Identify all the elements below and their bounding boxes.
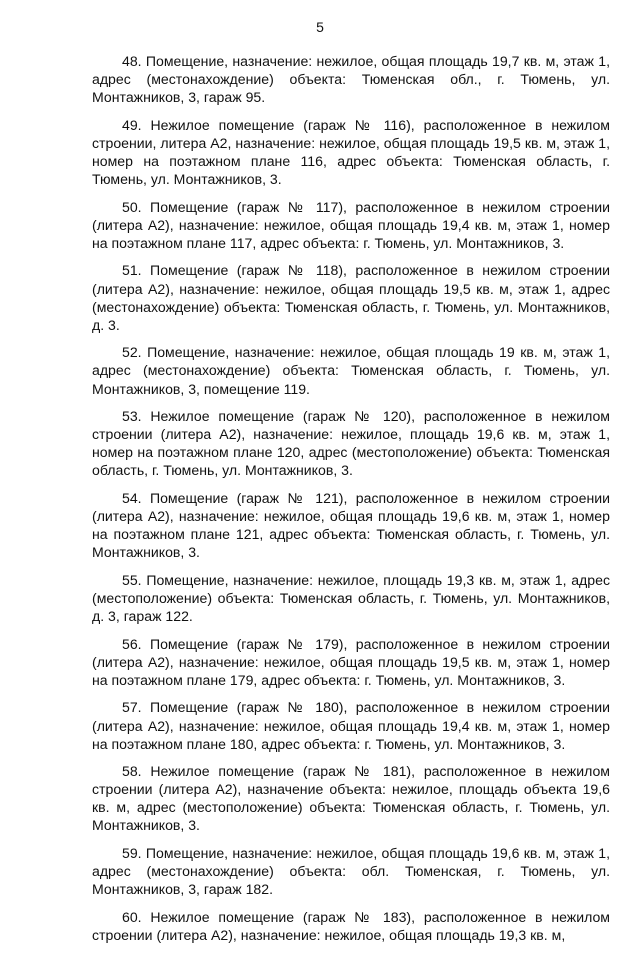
document-body bbox=[92, 52, 610, 954]
list-item-60: 60. Нежилое помещение (гараж № 183), расположенное в нежилом строении (литера А2), назначение: нежилое, общая площадь 19,3 кв. м, bbox=[92, 908, 610, 943]
list-item-56: 56. Помещение (гараж № 179), расположенное в нежилом строении (литера А2), назначение: нежилое, общая площадь 19,5 кв. м, этаж 1, номер на поэтажном плане 179, адрес объекта: г. Тюмень, ул. Монтажников, 3. bbox=[92, 635, 610, 688]
list-item-49: 49. Нежилое помещение (гараж № 116), расположенное в нежилом строении, литера А2, назначение: нежилое, общая площадь 19,5 кв. м, этаж 1, номер на поэтажном плане 116, адрес объекта: Тюменская область, г. Тюмень, ул. Монтажников, 3. bbox=[92, 116, 610, 188]
list-item-54: 54. Помещение (гараж № 121), расположенное в нежилом строении (литера А2), назначение: нежилое, общая площадь 19,6 кв. м, этаж 1, номер на поэтажном плане 121, адрес объекта: Тюменская область, г. Тюмень, ул. Монтажников, 3. bbox=[92, 489, 610, 561]
list-item-57: 57. Помещение (гараж № 180), расположенное в нежилом строении (литера А2), назначение: нежилое, общая площадь 19,4 кв. м, этаж 1, номер на поэтажном плане 180, адрес объекта: г. Тюмень, ул. Монтажников, 3. bbox=[92, 699, 610, 752]
list-item-48: 48. Помещение, назначение: нежилое, общая площадь 19,7 кв. м, этаж 1, адрес (местонахождение) объекта: Тюменская обл., г. Тюмень, ул. Монтажников, 3, гараж 95. bbox=[92, 53, 610, 106]
page-number: 5 bbox=[316, 19, 324, 35]
list-item-51: 51. Помещение (гараж № 118), расположенное в нежилом строении (литера А2), назначение: нежилое, общая площадь 19,5 кв. м, этаж 1, адрес (местонахождение) объекта: Тюменская область, г. Тюмень, ул. Монтажников, д. 3. bbox=[92, 262, 610, 333]
list-item-52: 52. Помещение, назначение: нежилое, общая площадь 19 кв. м, этаж 1, адрес (местонахождение) объекта: Тюменская область, г. Тюмень, ул. Монтажников, 3, помещение 119. bbox=[92, 344, 610, 397]
list-item-50: 50. Помещение (гараж № 117), расположенное в нежилом строении (литера А2), назначение: нежилое, общая площадь 19,4 кв. м, этаж 1, номер на поэтажном плане 117, адрес объекта: г. Тюмень, ул. Монтажников, 3. bbox=[92, 198, 610, 251]
list-item-53: 53. Нежилое помещение (гараж № 120), расположенное в нежилом строении (литера А2), назначение: нежилое, площадь 19,6 кв. м, этаж 1, номер на поэтажном плане 120, адрес (местоположение) объекта: Тюменская область, г. Тюмень, ул. Монтажников, 3. bbox=[92, 408, 610, 479]
list-item-58: 58. Нежилое помещение (гараж № 181), расположенное в нежилом строении (литера А2), назначение объекта: нежилое, площадь объекта 19,6 кв. м, адрес (местоположение) объекта: Тюменская область, г. Тюмень, ул. Монтажников, 3. bbox=[92, 763, 610, 834]
list-item-59: 59. Помещение, назначение: нежилое, общая площадь 19,6 кв. м, этаж 1, адрес (местонахождение) объекта: обл. Тюменская, г. Тюмень, ул. Монтажников, 3, гараж 182. bbox=[92, 845, 610, 898]
list-item-55: 55. Помещение, назначение: нежилое, площадь 19,3 кв. м, этаж 1, адрес (местоположение) объекта: Тюменская область, г. Тюмень, ул. Монтажников, д. 3, гараж 122. bbox=[92, 571, 610, 625]
